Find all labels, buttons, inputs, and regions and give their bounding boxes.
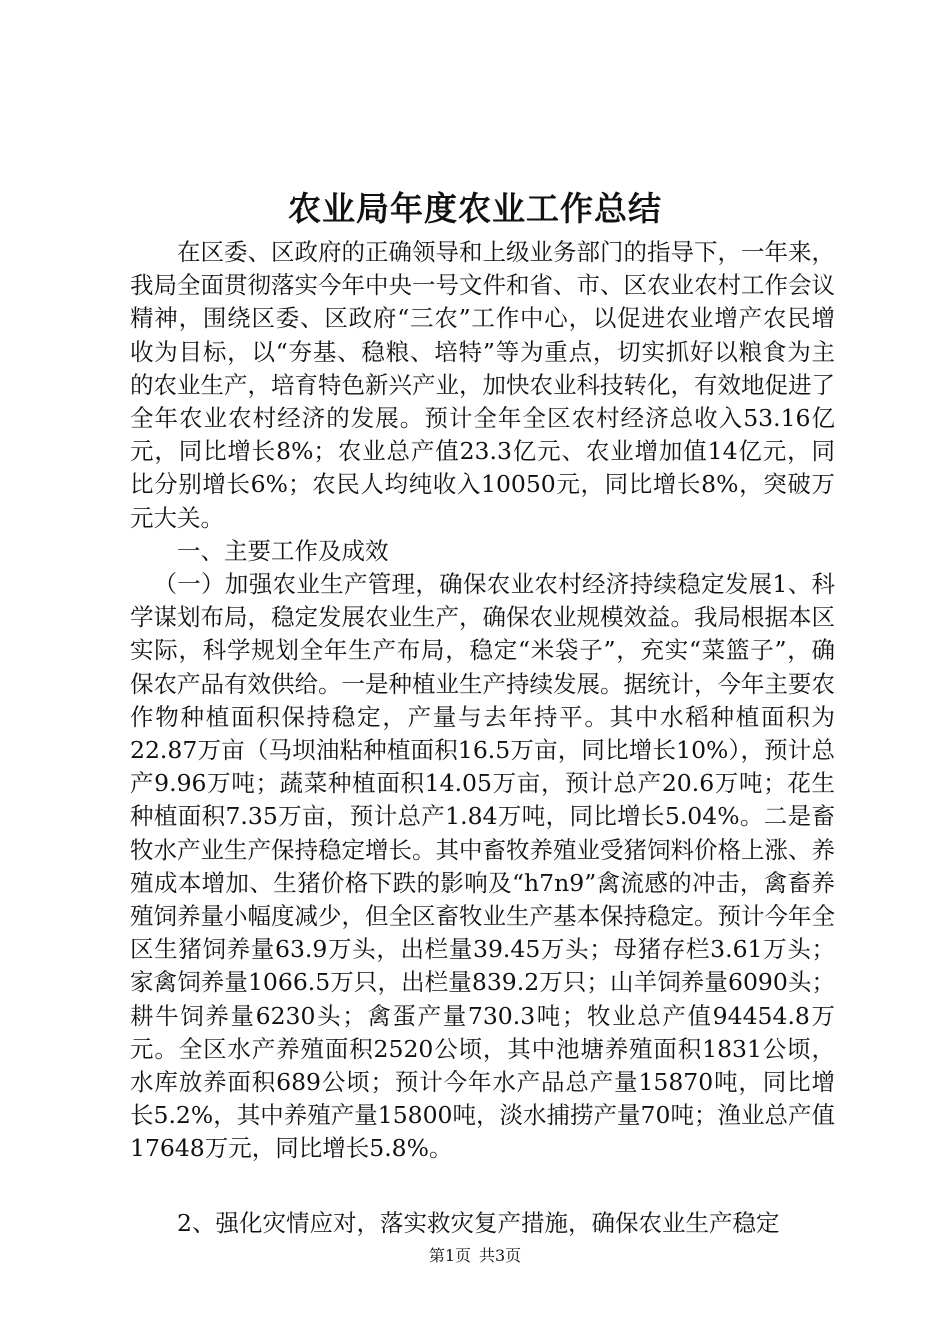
page-total: 共3页	[479, 1246, 522, 1265]
page-number: 第1页	[428, 1246, 471, 1265]
paragraph-gap	[130, 1166, 835, 1207]
subsection-paragraph-production: （一）加强农业生产管理，确保农业农村经济持续稳定发展1、科学谋划布局，稳定发展农业生产，确保农业规模效益。我局根据本区实际，科学规划全年生产布局，稳定“米袋子”，充实“菜篮子”，确保农产品有效供给。一是种植业生产持续发展。据统计，今年主要农作物种植面积保持稳定，产量与去年持平。其中水稻种植面积为22.87万亩（马坝油粘种植面积16.5万亩，同比增长10%），预计总产9.96万吨；蔬菜种植面积14.05万亩，预计总产20.6万吨；花生种植面积7.35万亩，预计总产1.84万吨，同比增长5.04%。二是畜牧水产业生产保持稳定增长。其中畜牧养殖业受猪饲料价格上涨、养殖成本增加、生猪价格下跌的影响及“h7n9”禽流感的冲击，禽畜养殖饲养量小幅度减少，但全区畜牧业生产基本保持稳定。预计今年全区生猪饲养量63.9万头，出栏量39.45万头；母猪存栏3.61万头；家禽饲养量1066.5万只，出栏量839.2万只；山羊饲养量6090头；耕牛饲养量6230头；禽蛋产量730.3吨；牧业总产值94454.8万元。全区水产养殖面积2520公顷，其中池塘养殖面积1831公顷，水库放养面积689公顷；预计今年水产品总产量15870吨，同比增长5.2%，其中养殖产量15800吨，淡水捕捞产量70吨；渔业总产值17648万元，同比增长5.8%。	[130, 570, 835, 1163]
page-footer	[0, 1244, 950, 1268]
document-title: 农业局年度农业工作总结	[288, 189, 662, 228]
document-body	[130, 236, 835, 1240]
item-paragraph-disaster: 2、强化灾情应对，落实救灾复产措施，确保农业生产稳定	[177, 1208, 780, 1237]
section-heading-main-work: 一、主要工作及成效	[177, 536, 389, 565]
intro-paragraph: 在区委、区政府的正确领导和上级业务部门的指导下，一年来，我局全面贯彻落实今年中央一号文件和省、市、区农业农村工作会议精神，围绕区委、区政府“三农”工作中心，以促进农业增产农民增收为目标，以“夯基、稳粮、培特”等为重点，切实抓好以粮食为主的农业生产，培育特色新兴产业，加快农业科技转化，有效地促进了全年农业农村经济的发展。预计全年全区农村经济总收入53.16亿元，同比增长8%；农业总产值23.3亿元、农业增加值14亿元，同比分别增长6%；农民人均纯收入10050元，同比增长8%，突破万元大关。	[130, 238, 835, 532]
